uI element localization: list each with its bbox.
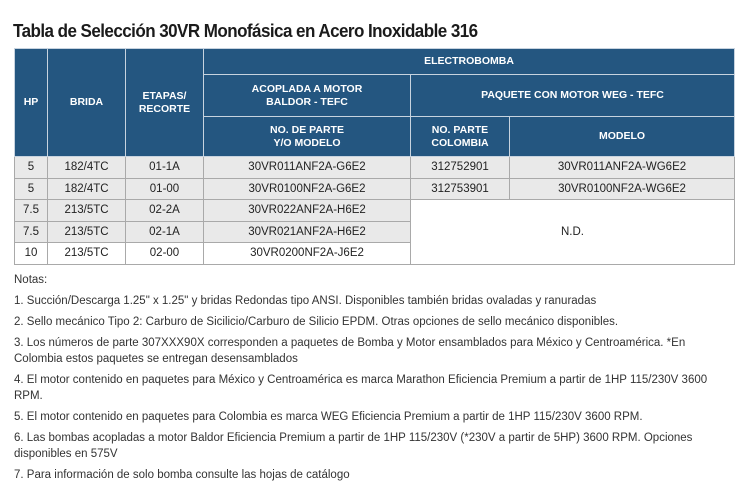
note-item: 6. Las bombas acopladas a motor Baldor Eficiencia Premium a partir de 1HP 115/230V (*230V a partir de 5HP) 3600 RPM. Opciones disponibles en 575V xyxy=(14,432,693,460)
cell-colombia: 312752901 xyxy=(411,157,510,179)
cell-etapas: 01-1A xyxy=(126,157,204,179)
header-etapas-line2: RECORTE xyxy=(138,102,191,115)
cell-modelo: 30VR011ANF2A-WG6E2 xyxy=(510,157,735,179)
header-brida: BRIDA xyxy=(48,49,126,157)
note-item: 5. El motor contenido en paquetes para Colombia es marca WEG Eficiencia Premium a partir de 1HP 115/230V 3600 RPM. xyxy=(14,411,643,423)
note-item: 1. Succión/Descarga 1.25" x 1.25" y bridas Redondas tipo ANSI. Disponibles también bridas ovaladas y ranuradas xyxy=(14,295,597,307)
cell-parte: 30VR022ANF2A-H6E2 xyxy=(204,200,411,222)
header-no-parte-colombia xyxy=(411,117,510,157)
table-row xyxy=(15,200,735,222)
header-acoplada-line2: BALDOR - TEFC xyxy=(266,95,348,108)
header-etapas-line1: ETAPAS/ xyxy=(142,89,187,102)
cell-brida: 213/5TC xyxy=(48,221,126,243)
cell-nd: N.D. xyxy=(411,200,735,265)
note-item: 4. El motor contenido en paquetes para México y Centroamérica es marca Marathon Eficiencia Premium a partir de 1HP 115/230V 3600 RPM. xyxy=(14,374,708,402)
cell-etapas: 02-00 xyxy=(126,243,204,265)
cell-hp: 5 xyxy=(15,157,48,179)
notes-section xyxy=(14,272,736,483)
cell-parte: 30VR011ANF2A-G6E2 xyxy=(204,157,411,179)
header-hp: HP xyxy=(15,49,48,157)
table-row xyxy=(15,157,735,179)
cell-brida: 182/4TC xyxy=(48,157,126,179)
cell-brida: 182/4TC xyxy=(48,178,126,200)
cell-brida: 213/5TC xyxy=(48,243,126,265)
header-modelo: MODELO xyxy=(510,117,735,157)
cell-colombia: 312753901 xyxy=(411,178,510,200)
cell-hp: 10 xyxy=(15,243,48,265)
header-no-parte xyxy=(204,117,411,157)
header-paquete: PAQUETE CON MOTOR WEG - TEFC xyxy=(411,75,735,117)
cell-etapas: 01-00 xyxy=(126,178,204,200)
header-no-parte-line1: NO. DE PARTE xyxy=(270,123,344,136)
notes-heading: Notas: xyxy=(14,274,48,286)
cell-parte: 30VR021ANF2A-H6E2 xyxy=(204,221,411,243)
cell-parte: 30VR0100NF2A-G6E2 xyxy=(204,178,411,200)
header-acoplada xyxy=(204,75,411,117)
note-item: 3. Los números de parte 307XXX90X corresponden a paquetes de Bomba y Motor ensamblados para México y Centroamérica. *En Colombia estos paquetes se entregan desensamblados xyxy=(14,337,686,365)
header-no-parte-col-line1: NO. PARTE xyxy=(431,123,489,136)
cell-etapas: 02-2A xyxy=(126,200,204,222)
cell-etapas: 02-1A xyxy=(126,221,204,243)
table-row xyxy=(15,178,735,200)
header-no-parte-line2: Y/O MODELO xyxy=(273,136,341,149)
page-title: Tabla de Selección 30VR Monofásica en Acero Inoxidable 316 xyxy=(13,20,478,41)
cell-hp: 5 xyxy=(15,178,48,200)
cell-brida: 213/5TC xyxy=(48,200,126,222)
cell-hp: 7.5 xyxy=(15,221,48,243)
header-etapas xyxy=(126,49,204,157)
header-electrobomba: ELECTROBOMBA xyxy=(204,49,735,75)
note-item: 7. Para información de solo bomba consulte las hojas de catálogo xyxy=(14,469,350,481)
cell-hp: 7.5 xyxy=(15,200,48,222)
cell-modelo: 30VR0100NF2A-WG6E2 xyxy=(510,178,735,200)
selection-table xyxy=(14,48,735,265)
cell-parte: 30VR0200NF2A-J6E2 xyxy=(204,243,411,265)
header-no-parte-col-line2: COLOMBIA xyxy=(431,136,489,149)
note-item: 2. Sello mecánico Tipo 2: Carburo de Sicilicio/Carburo de Silicio EPDM. Otras opciones de sello mecánico disponibles. xyxy=(14,316,619,328)
header-acoplada-line1: ACOPLADA A MOTOR xyxy=(251,82,363,95)
